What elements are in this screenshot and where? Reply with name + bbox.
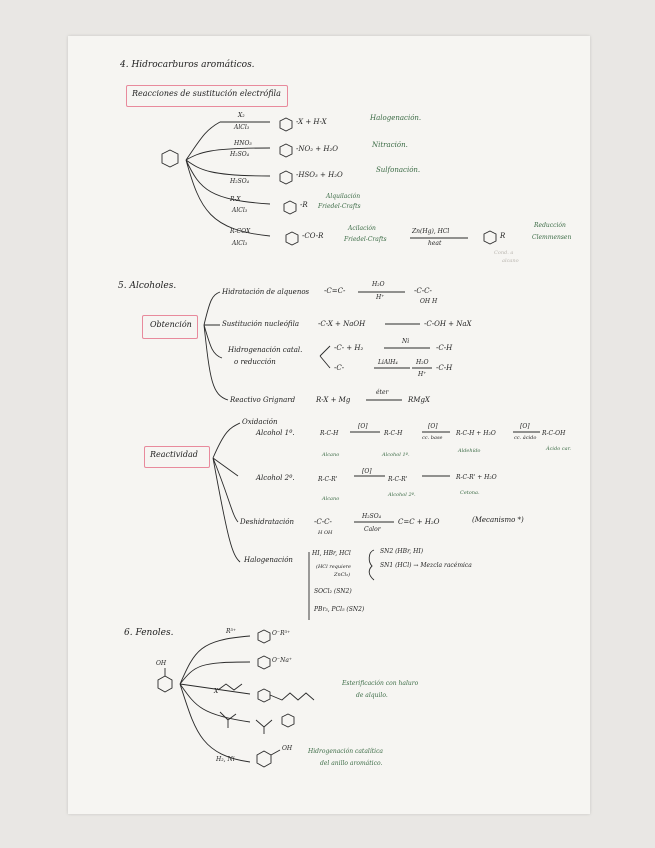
alq-product: -R bbox=[300, 201, 308, 209]
halog-reagent-bottom: AlCl₃ bbox=[234, 124, 250, 131]
ester-ring bbox=[282, 714, 294, 727]
sust-left: -C-X + NaOH bbox=[318, 320, 366, 328]
hidrog-line2-right: -C-H bbox=[436, 364, 453, 372]
deshid-reagent: H₂SO₄ bbox=[362, 513, 382, 520]
oxid-a2-reagent: [O] bbox=[362, 468, 372, 475]
benzene-ring-clem bbox=[484, 231, 496, 244]
obtencion-label: Obtención bbox=[150, 320, 192, 329]
nitr-reagent-top: HNO₃ bbox=[234, 140, 252, 147]
sulf-reagent-bottom: H₂SO₄ bbox=[230, 178, 250, 185]
oxid-a1-sub-right: Ácido car. bbox=[546, 446, 572, 452]
benzene-ring-sulf bbox=[280, 171, 292, 184]
hidr-right: -C-C- bbox=[414, 287, 432, 295]
halog5-name: Halogenación bbox=[244, 556, 293, 564]
section-6-title: 6. Fenoles. bbox=[124, 628, 174, 638]
reactividad-label: Reactividad bbox=[150, 450, 198, 459]
phenolate-ring-2 bbox=[258, 656, 270, 669]
oxid-a1-mid: R-C-H bbox=[384, 430, 403, 437]
hidr-name: Hidratación de alquenos bbox=[222, 288, 310, 296]
benzene-ring-acil bbox=[286, 232, 298, 245]
alq-name-1: Alquilación bbox=[326, 193, 361, 200]
fenol-b2-product: O⁻Na⁺ bbox=[272, 657, 293, 664]
acil-reagent-top: R-COX bbox=[230, 228, 251, 235]
acil-product: -CO-R bbox=[302, 232, 324, 240]
hidrog-name-1: Hidrogenación catal. bbox=[228, 346, 303, 354]
hidrog-line2-reagent-2: H₂O bbox=[416, 359, 429, 366]
halog5-l1: HI, HBr, HCl bbox=[312, 550, 351, 557]
hidrog-name-2: o reducción bbox=[234, 358, 276, 366]
hidrog-line1-reagent: Ni bbox=[402, 338, 410, 345]
fenol-b5-name-2: del anillo aromático. bbox=[320, 760, 383, 767]
alq-reagent-bottom: AlCl₃ bbox=[232, 207, 248, 214]
deshid-left-sub: H OH bbox=[318, 530, 333, 536]
oxid-a1-sub-left: Alcano bbox=[322, 452, 340, 458]
hidrog-line1-right: -C-H bbox=[436, 344, 453, 352]
fenol-b3-reagent: X bbox=[214, 688, 219, 695]
sulf-product: -HSO₃ + H₂O bbox=[296, 171, 343, 179]
phenolate-ring-1 bbox=[258, 630, 270, 643]
grignard-reagent: éter bbox=[376, 389, 389, 396]
hidrog-line2-left: -C- bbox=[334, 364, 345, 372]
clem-name-2: Clemmensen bbox=[532, 234, 572, 241]
faint-note-2: alcano bbox=[502, 258, 519, 264]
oxid-a2-label: Alcohol 2º. bbox=[256, 474, 295, 482]
acil-reagent-bottom: AlCl₃ bbox=[232, 240, 248, 247]
deshid-mechanism: (Mecanismo *) bbox=[472, 516, 524, 524]
sulf-name: Sulfonación. bbox=[376, 166, 421, 174]
section-4-title: 4. Hidrocarburos aromáticos. bbox=[120, 60, 255, 70]
alq-reagent-top: R-X bbox=[230, 196, 241, 203]
halog5-r2: SN1 (HCl) → Mezcla racémica bbox=[380, 562, 472, 569]
oxid-a1-reagent-2: [O] bbox=[428, 423, 438, 430]
acil-name-1: Acilación bbox=[348, 225, 376, 232]
nitr-name: Nitración. bbox=[372, 141, 408, 149]
ether-ring bbox=[258, 689, 270, 702]
fenol-b3-name-1: Esterificación con haluro bbox=[342, 680, 419, 687]
fenol-b1-reagent: R³⁺ bbox=[226, 628, 237, 635]
oxid-a2-sub-right: Cetona. bbox=[460, 490, 480, 496]
hidr-reagent-bottom: H⁺ bbox=[376, 294, 385, 301]
phenol-ring bbox=[158, 676, 172, 692]
oxid-a1-sub-mid: Alcohol 1º. bbox=[382, 452, 410, 458]
hidrog-line2-sub: H⁺ bbox=[418, 371, 427, 378]
halog-product: -X + H-X bbox=[296, 118, 327, 126]
oxid-a1-reagent-3: [O] bbox=[520, 423, 530, 430]
oxid-a2-mid: R-C-R' bbox=[388, 476, 408, 483]
halog5-r1: SN2 (HBr, HI) bbox=[380, 548, 424, 555]
branch-reactividad bbox=[213, 423, 240, 562]
alq-name-2: Friedel-Crafts bbox=[318, 203, 361, 210]
grignard-product: RMgX bbox=[408, 396, 430, 404]
benzene-ring-halog bbox=[280, 118, 292, 131]
fenol-b1-product: O⁻R³⁺ bbox=[272, 630, 291, 637]
halog5-l3: SOCl₂ (SN2) bbox=[314, 588, 352, 595]
acil-name-2: Friedel-Crafts bbox=[344, 236, 387, 243]
benzene-ring-nitr bbox=[280, 144, 292, 157]
hidr-reagent-top: H₂O bbox=[372, 281, 385, 288]
deshid-right: C=C + H₂O bbox=[398, 518, 440, 526]
grignard-name: Reactivo Grignard bbox=[230, 396, 296, 404]
oxid-a1-reagent-2b: cc. base bbox=[422, 435, 443, 441]
clem-reagent-top: Zn(Hg), HCl bbox=[412, 228, 450, 235]
halog5-l2a: (HCl requiere bbox=[316, 564, 352, 570]
oxid-a1-left: R-C-H bbox=[320, 430, 339, 437]
oxid-a2-right: R-C-R' + H₂O bbox=[456, 474, 497, 481]
sust-right: -C-OH + NaX bbox=[424, 320, 472, 328]
deshid-reagent-2: Calor bbox=[364, 526, 381, 533]
oxid-a2-sub-left: Alcano bbox=[322, 496, 340, 502]
halog5-l2b: ZnCl₂) bbox=[334, 572, 351, 578]
hidr-left: -C=C- bbox=[324, 287, 346, 295]
clem-reagent-bottom: heat bbox=[428, 240, 442, 247]
benzene-ring-alq bbox=[284, 201, 296, 214]
oxid-a1-label: Alcohol 1º. bbox=[256, 429, 295, 437]
cyclohexanol-ring bbox=[257, 751, 271, 767]
section-5-title: 5. Alcoholes. bbox=[118, 281, 177, 291]
fenol-b5-name-1: Hidrogenación catalítica bbox=[308, 748, 383, 755]
phenol-oh: OH bbox=[156, 660, 167, 667]
fenol-b3-name-2: de alquilo. bbox=[356, 692, 388, 699]
electrophilic-substitution-label: Reacciones de sustitución electrófila bbox=[132, 89, 281, 98]
clem-name-1: Reducción bbox=[534, 222, 566, 229]
branch-fenoles bbox=[180, 636, 250, 762]
oxid-a1-right: R-C-OH bbox=[542, 430, 566, 437]
oxid-a1-reagent-3b: cc. ácido bbox=[514, 435, 537, 441]
oxid-a1-mid-2: R-C-H + H₂O bbox=[456, 430, 496, 437]
branch-obtencion bbox=[204, 292, 228, 400]
oxid-a2-sub-mid: Alcohol 2º. bbox=[388, 492, 416, 498]
benzene-ring-start bbox=[162, 150, 178, 167]
hidr-right-sub: OH H bbox=[420, 298, 438, 305]
halog-reagent-top: X₂ bbox=[238, 112, 245, 119]
halog5-l4: PBr₃, PCl₅ (SN2) bbox=[314, 606, 365, 613]
oxid-name: Oxidación bbox=[242, 418, 278, 426]
fenol-b5-product: OH bbox=[282, 745, 293, 752]
deshid-left: -C-C- bbox=[314, 518, 332, 526]
oxid-a1-reagent: [O] bbox=[358, 423, 368, 430]
hidrog-line2-reagent: LiAlH₄ bbox=[378, 359, 398, 366]
oxid-a2-left: R-C-R' bbox=[318, 476, 338, 483]
clem-product: R bbox=[500, 232, 506, 240]
sust-name: Sustitución nucleófila bbox=[222, 320, 299, 328]
fenol-b5-reagent: H₂, Ni bbox=[216, 756, 235, 763]
nitr-product: -NO₂ + H₂O bbox=[296, 145, 338, 153]
halog-name: Halogenación. bbox=[370, 114, 422, 122]
faint-note-1: Cond. a bbox=[494, 250, 514, 256]
branch-arrows-s4 bbox=[186, 122, 270, 236]
grignard-equation: R-X + Mg bbox=[316, 396, 351, 404]
hidrog-line1-left: -C- + H₂ bbox=[334, 344, 364, 352]
nitr-reagent-bottom: H₂SO₄ bbox=[230, 151, 250, 158]
deshid-name: Deshidratación bbox=[240, 518, 294, 526]
oxid-a1-sub-mid-2: Aldehído bbox=[458, 448, 481, 454]
